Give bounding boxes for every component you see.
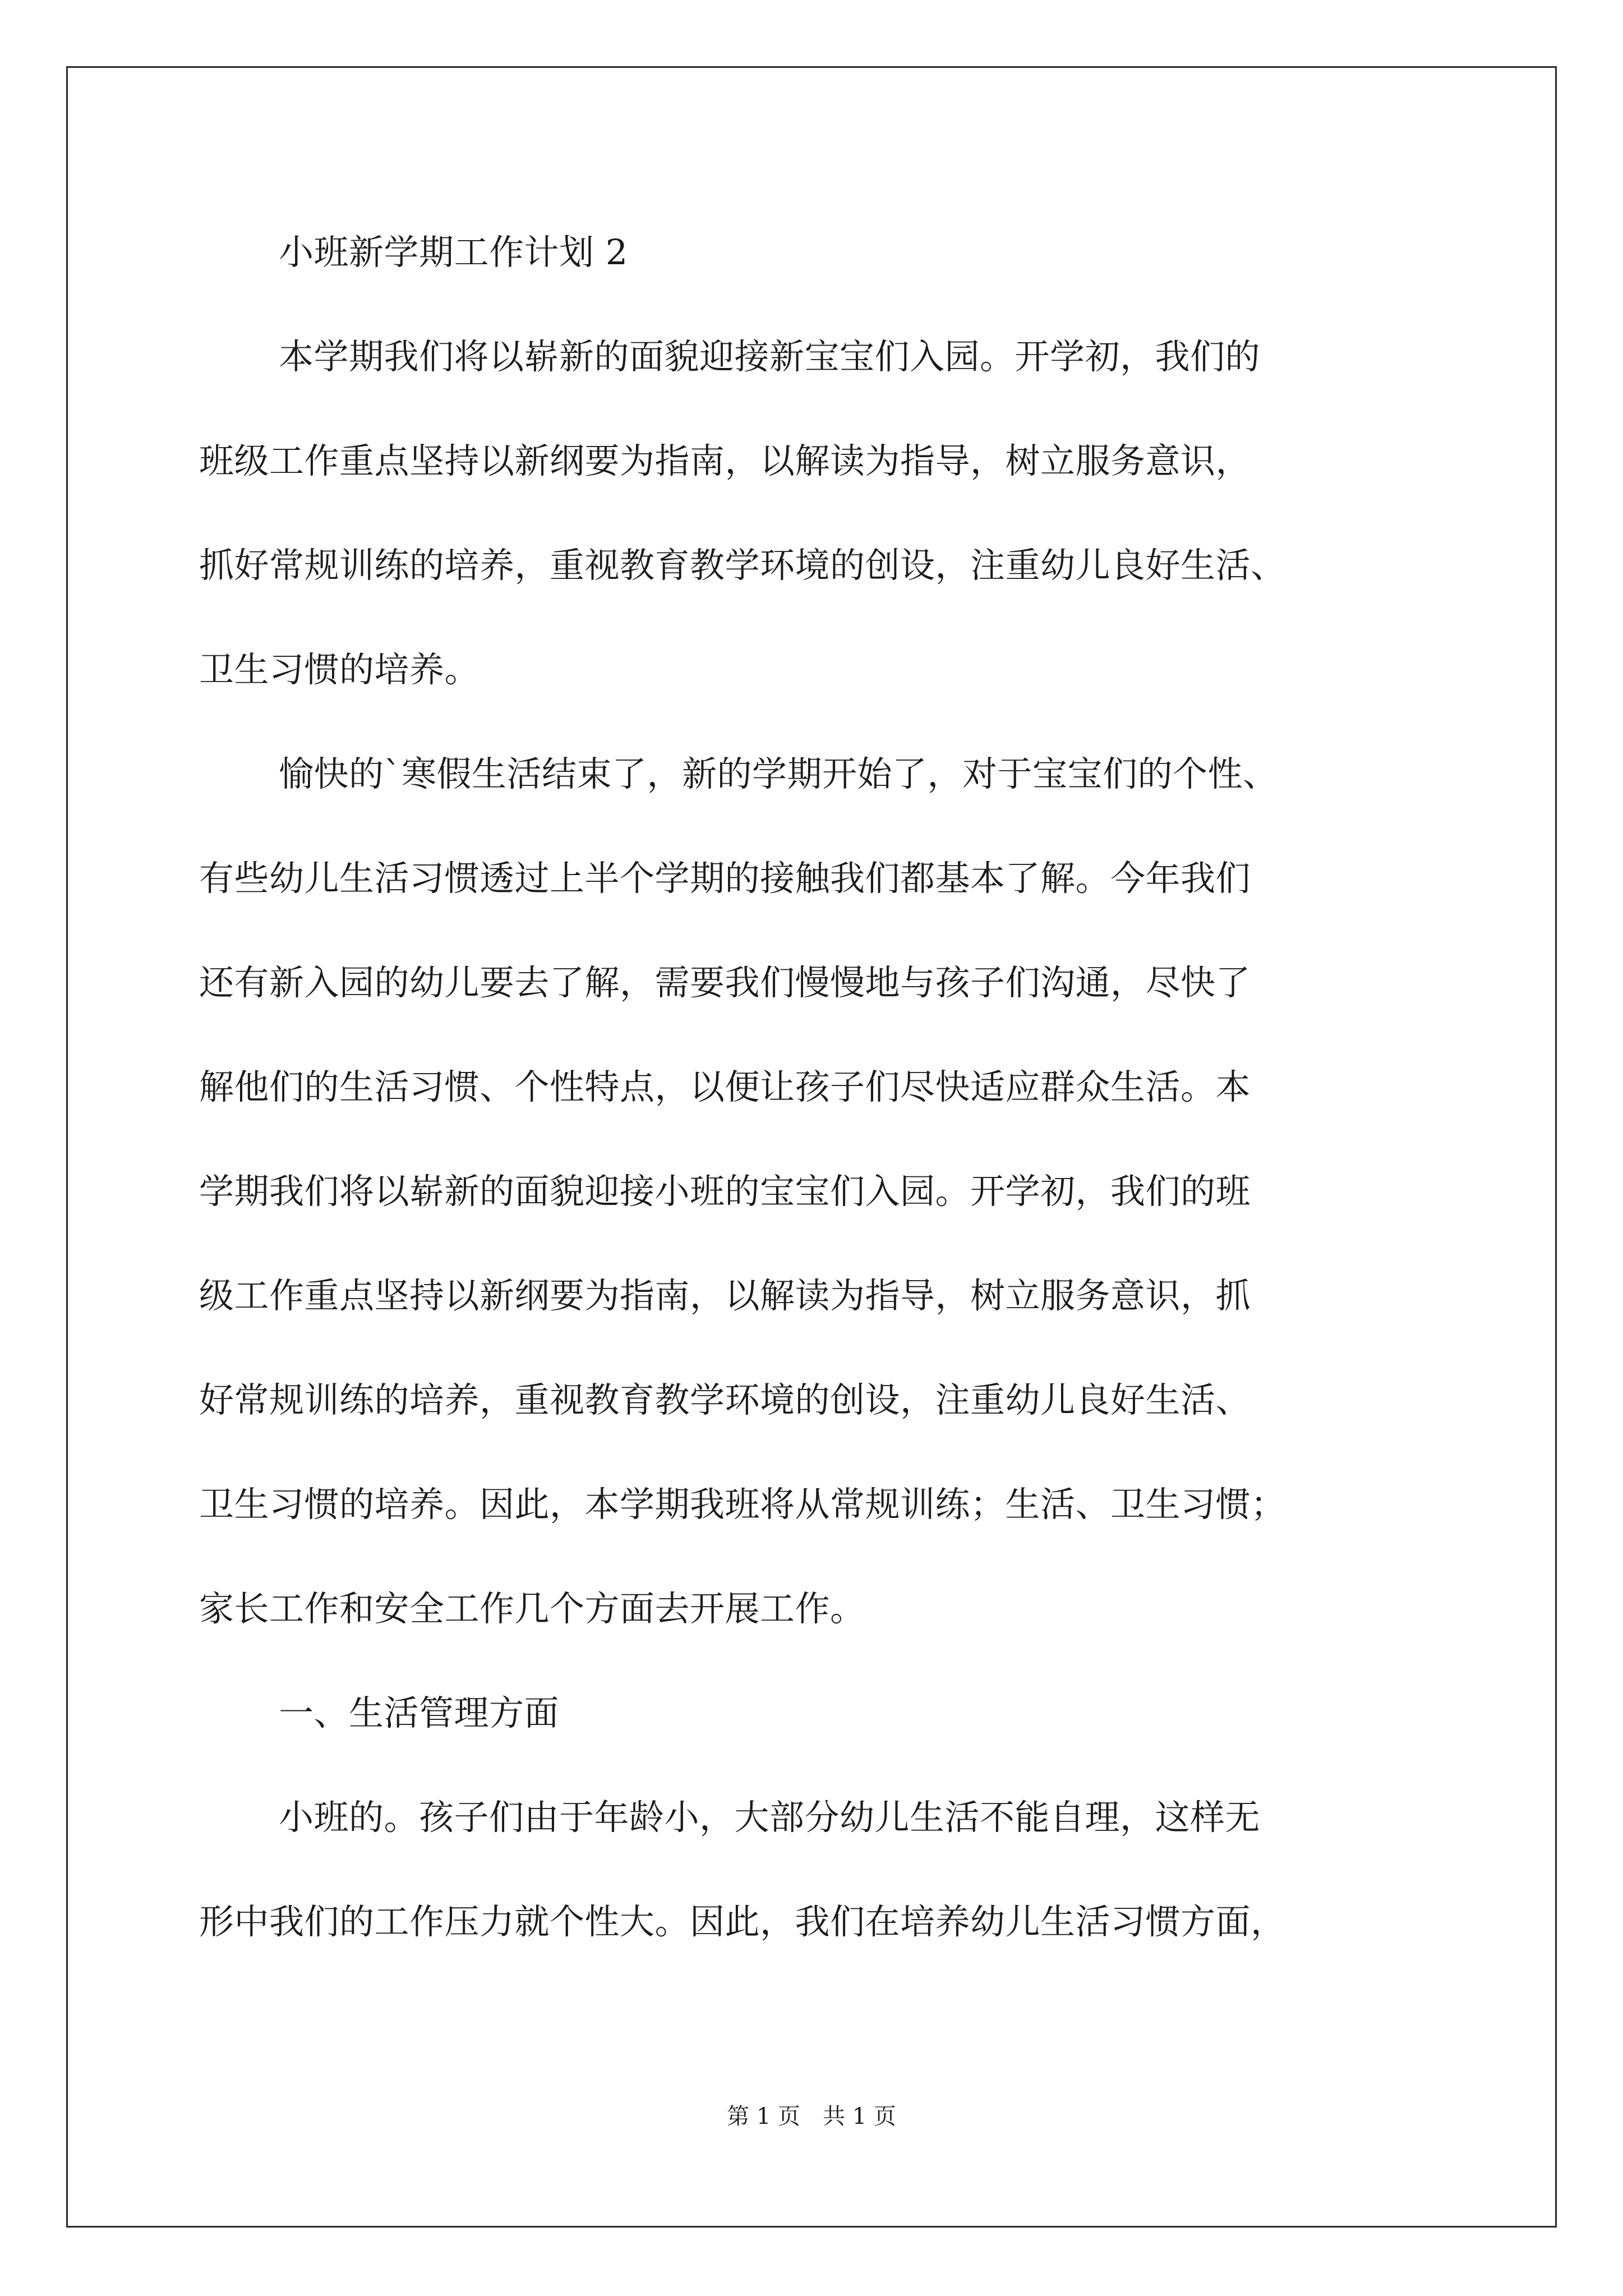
paragraph-line: 班级工作重点坚持以新纲要为指南，以解读为指导，树立服务意识， [199,440,1251,481]
paragraph-line: 愉快的`寒假生活结束了，新的学期开始了，对于宝宝们的个性、 [279,753,1278,794]
paragraph-line: 还有新入园的幼儿要去了解，需要我们慢慢地与孩子们沟通，尽快了 [199,962,1251,1003]
page-total: 共 1 页 [823,2104,896,2129]
paragraph-line: 家长工作和安全工作几个方面去开展工作。 [199,1588,865,1629]
paragraph-line: 本学期我们将以崭新的面貌迎接新宝宝们入园。开学初，我们的 [279,336,1261,377]
paragraph-line: 形中我们的工作压力就个性大。因此，我们在培养幼儿生活习惯方面， [199,1901,1286,1942]
page-number: 第 1 页 [727,2104,800,2129]
section-heading: 一、生活管理方面 [279,1692,560,1733]
document-title: 小班新学期工作计划 2 [279,232,628,273]
paragraph-line: 有些幼儿生活习惯透过上半个学期的接触我们都基本了解。今年我们 [199,858,1251,899]
paragraph-line: 好常规训练的培养，重视教育教学环境的创设，注重幼儿良好生活、 [199,1379,1251,1420]
paragraph-line: 级工作重点坚持以新纲要为指南，以解读为指导，树立服务意识，抓 [199,1275,1251,1316]
page-footer [0,2101,1623,2132]
paragraph-line: 抓好常规训练的培养，重视教育教学环境的创设，注重幼儿良好生活、 [199,545,1286,586]
paragraph-line: 卫生习惯的培养。 [199,649,480,690]
paragraph-line: 解他们的生活习惯、个性特点，以便让孩子们尽快适应群众生活。本 [199,1066,1251,1107]
paragraph-line: 小班的。孩子们由于年龄小，大部分幼儿生活不能自理，这样无 [279,1797,1261,1838]
paragraph-line: 卫生习惯的培养。因此，本学期我班将从常规训练；生活、卫生习惯； [199,1484,1286,1525]
paragraph-line: 学期我们将以崭新的面貌迎接小班的宝宝们入园。开学初，我们的班 [199,1171,1251,1212]
